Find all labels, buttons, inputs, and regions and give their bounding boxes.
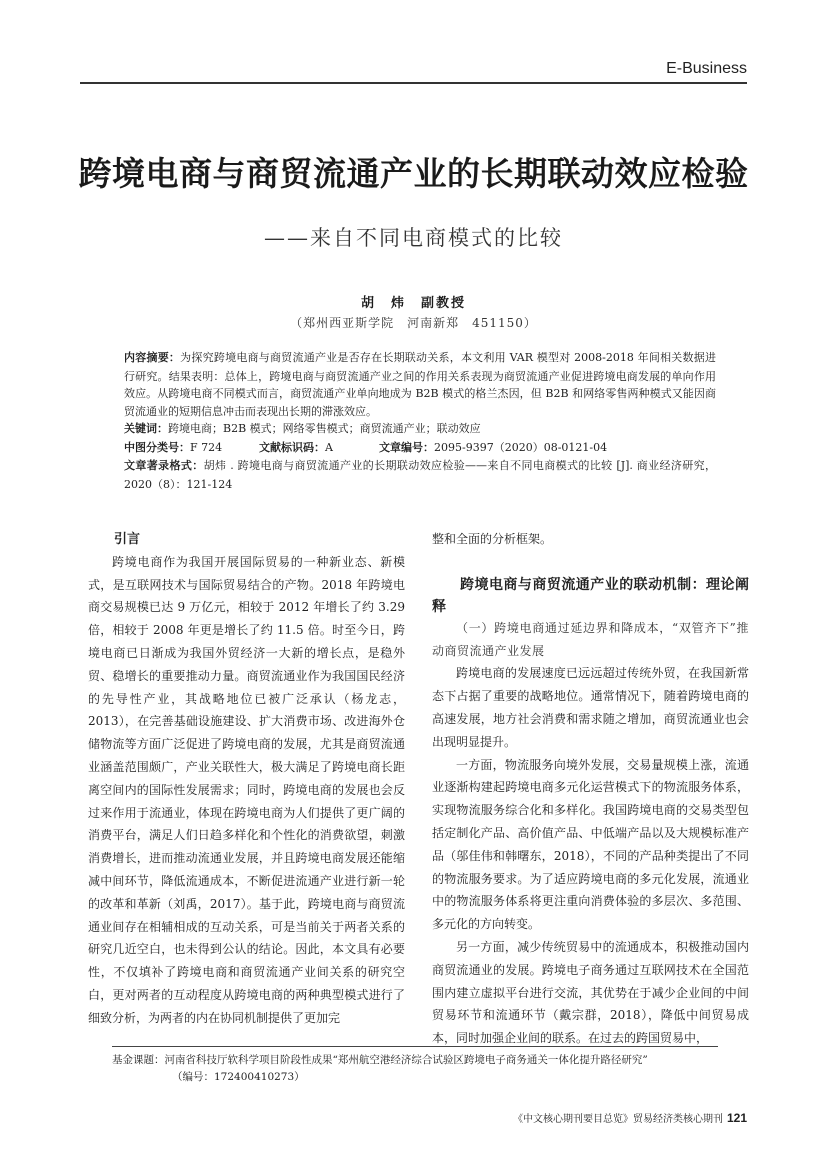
funding-number: （编号：172400410273） bbox=[172, 1071, 305, 1083]
body-paragraph: 跨境电商的发展速度已远远超过传统外贸，在我国新常态下占据了重要的战略地位。通常情况下，随着跨境电商的高速发展，地方社会消费和需求随之增加，商贸流通业也会出现明显提升。 bbox=[432, 666, 749, 749]
article-title: 跨境电商与商贸流通产业的长期联动效应检验 bbox=[78, 154, 749, 193]
right-text-column bbox=[432, 528, 749, 1050]
keywords-text: 跨境电商；B2B 模式；网络零售模式；商贸流通产业；联动效应 bbox=[168, 422, 481, 435]
citation-text: 胡炜 . 跨境电商与商贸流通产业的长期联动效应检验——来自不同电商模式的比较 [J]. 商业经济研究，2020（8）：121-124 bbox=[124, 459, 716, 491]
doc-code-value: A bbox=[325, 440, 333, 454]
section-spacer bbox=[432, 551, 749, 573]
section-heading: 跨境电商与商贸流通产业的联动机制：理论阐释 bbox=[432, 575, 749, 614]
header-divider bbox=[80, 82, 747, 84]
author-line: 胡 炜 副教授 bbox=[360, 295, 466, 310]
funding-note bbox=[112, 1052, 732, 1086]
abstract-block bbox=[124, 349, 716, 420]
abstract-text: 为探究跨境电商与商贸流通产业是否存在长期联动关系，本文利用 VAR 模型对 2008-2018 年间相关数据进行研究。结果表明：总体上，跨境电商与商贸流通产业之间的作用关系表现为商贸流通产业促进跨境电商发展的单向作用效应。从跨境电商不同模式而言，商贸流通产业单向地成为 B2B 模式的格兰杰因，但 B2B 和网络零售两种模式又能因商贸流通业的短期信息冲击而表现出长期的滞涨效应。 bbox=[124, 351, 717, 418]
abstract-label: 内容摘要： bbox=[124, 352, 181, 364]
article-metadata bbox=[124, 349, 716, 493]
article-no-label: 文章编号： bbox=[379, 441, 434, 454]
doc-code-label: 文献标识码： bbox=[259, 441, 325, 454]
affiliation-line: （郑州西亚斯学院 河南新郑 451150） bbox=[290, 316, 537, 330]
page-footer bbox=[513, 1110, 747, 1125]
keywords-block bbox=[124, 420, 716, 439]
classification-row bbox=[124, 439, 716, 458]
footnote-divider bbox=[112, 1046, 718, 1047]
journal-section-label: E-Business bbox=[666, 60, 747, 77]
citation-block bbox=[124, 457, 716, 493]
keywords-label: 关键词： bbox=[124, 423, 168, 435]
subsection-heading: （一）跨境电商通过延边界和降成本，“双管齐下”推动商贸流通产业发展 bbox=[432, 620, 749, 658]
continuation-text: 整和全面的分析框架。 bbox=[432, 532, 553, 546]
body-paragraph: 一方面，物流服务向境外发展，交易量规模上涨，流通业逐渐构建起跨境电商多元化运营模式下的物流服务体系，实现物流服务综合化和多样化。我国跨境电商的交易类型包括定制化产品、高价值产品、中低端产品以及大规模标准产品（邬佳伟和韩曙东，2018），不同的产品种类提出了不同的物流服务要求。为了适应跨境电商的多元化发展，流通业中的物流服务体系将更注重向消费体验的多层次、多范围、多元化的方向转变。 bbox=[432, 757, 749, 932]
intro-paragraph: 跨境电商作为我国开展国际贸易的一种新业态、新模式，是互联网技术与国际贸易结合的产物。2018 年跨境电商交易规模已达 9 万亿元，相较于 2012 年增长了约 3.29 倍，相较于 2008 年更是增长了约 11.5 倍。时至今日，跨境电商已日渐成为我国外贸经济一大新的增长点，是稳外贸、稳增长的重要推动力量。商贸流通业作为我国国民经济的先导性产业，其战略地位已被广泛承认（杨龙志，2013），在完善基础设施建设、扩大消费市场、改进海外仓储物流等方面广泛促进了跨境电商的发展，尤其是商贸流通业涵盖范围颇广，产业关联性大，极大满足了跨境电商长距离空间内的国际性发展需求；同时，跨境电商的发展也会反过来作用于流通业，体现在跨境电商为人们提供了更广阔的消费平台，满足人们日趋多样化和个性化的消费欲望，刺激消费增长，进而推动流通业发展，并且跨境电商发展还能缩减中间环节，降低流通成本，不断促进流通产业进行新一轮的改革和革新（刘禹，2017）。基于此，跨境电商与商贸流通业间存在相辅相成的互动关系，可是当前关于两者关系的研究几近空白，也未得到公认的结论。因此，本文具有必要性，不仅填补了跨境电商和商贸流通产业间关系的研究空白，更对两者的互动程度从跨境电商的两种典型模式进行了细致分析，为两者的内在协同机制提供了更加完 bbox=[88, 554, 405, 1025]
doc-code-cell bbox=[259, 439, 379, 458]
clc-label: 中图分类号： bbox=[124, 441, 190, 454]
page-number: 121 bbox=[726, 1111, 747, 1125]
article-no-value: 2095-9397（2020）08-0121-04 bbox=[434, 440, 608, 454]
funding-line bbox=[112, 1052, 732, 1069]
funding-text: 河南省科技厅软科学项目阶段性成果“郑州航空港经济综合试验区跨境电子商务通关一体化提升路径研究” bbox=[164, 1054, 648, 1066]
intro-heading: 引言 bbox=[114, 531, 141, 546]
clc-cell bbox=[124, 439, 259, 458]
left-text-column bbox=[88, 528, 405, 1030]
article-no-cell bbox=[379, 439, 607, 458]
journal-footer-name: 《中文核心期刊要目总览》贸易经济类核心期刊 bbox=[512, 1114, 723, 1125]
citation-label: 文章著录格式： bbox=[124, 460, 204, 472]
body-paragraph: 另一方面，减少传统贸易中的流通成本，积极推动国内商贸流通业的发展。跨境电子商务通过互联网技术在全国范围内建立虚拟平台进行交流，其优势在于减少企业间的中间贸易环节和流通环节（戴宗群，2018），降低中间贸易成本，同时加强企业间的联系。在过去的跨国贸易中， bbox=[432, 939, 749, 1046]
article-subtitle: ——来自不同电商模式的比较 bbox=[264, 226, 563, 250]
funding-label: 基金课题： bbox=[112, 1054, 165, 1066]
clc-value: F 724 bbox=[190, 440, 223, 454]
